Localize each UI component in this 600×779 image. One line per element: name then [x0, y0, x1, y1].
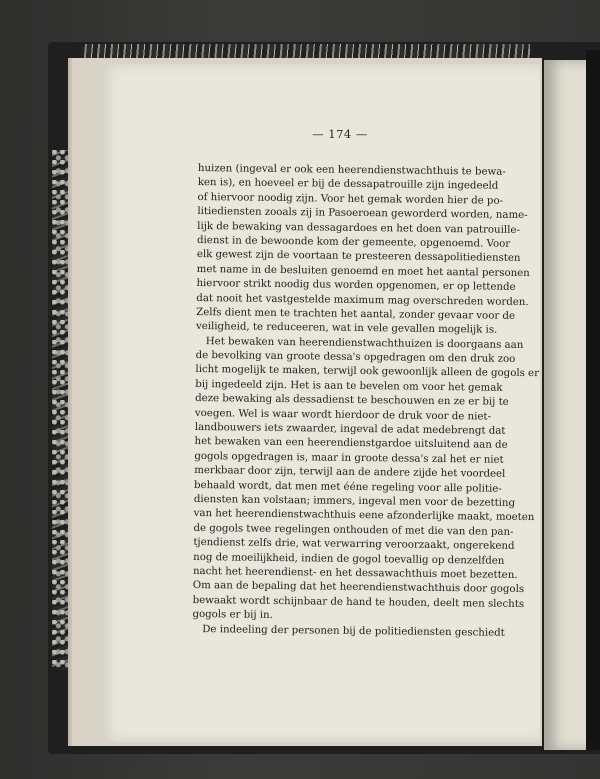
body-text — [192, 162, 540, 640]
text-line: ken is), en hoeveel er bij de dessapatrouille zijn ingedeeld — [197, 177, 499, 193]
text-line: diensten kan volstaan; immers, ingeval men voor de bezetting — [193, 493, 516, 509]
text-line: van het heerendienstwachthuis eene afzonderlijke maakt, moeten — [193, 508, 535, 524]
page-number — [100, 127, 540, 141]
text-line: behaald wordt, dat men met ééne regeling voor alle politie- — [193, 479, 502, 495]
text-line: merkbaar door zijn, terwijl aan de andere zijde het voordeel — [194, 465, 506, 480]
marbled-edge-left — [52, 150, 72, 670]
text-line: Zelfs dient men te trachten het aantal, zonder gevaar voor de — [196, 306, 516, 322]
text-line: of hiervoor noodig zijn. Voor het gemak worden hier de po- — [197, 191, 504, 207]
text-line: huizen (ingeval er ook een heerendienstwachthuis te bewa- — [197, 162, 506, 178]
text-line: veiligheid, te reduceeren, wat in vele gevallen mogelijk is. — [195, 321, 498, 336]
marbled-edge-top — [80, 44, 530, 58]
book-right-edge — [586, 50, 600, 750]
text-line: voegen. Wel is waar wordt hierdoor de druk voor de niet- — [194, 407, 492, 423]
page-number-text: — 174 — — [312, 127, 368, 141]
text-line: landbouwers iets zwaarder, ingeval de adat medebrengt dat — [194, 422, 506, 437]
text-line: gogols er bij in. — [192, 609, 273, 622]
text-line: bewaakt wordt schijnbaar de hand te houden, deelt men slechts — [192, 594, 525, 610]
text-line: hiervoor strikt noodig dus worden opgenomen, er op lettende — [196, 278, 516, 294]
text-line: lijk de bewaking van dessagardoes en het doen van patrouille- — [197, 220, 520, 236]
text-line: deze bewaking als dessadienst te beschouwen en ze er bij te — [195, 393, 509, 409]
text-line: Om aan de bepaling dat het heerendienstwachthuis door gogols — [192, 580, 525, 596]
text-line: dat nooit het vastgestelde maximum mag overschreden worden. — [196, 292, 529, 308]
text-line: De indeeling der personen bij de politiediensten geschiedt — [202, 623, 505, 639]
text-line: de bevolking van groote dessa's opgedragen om den druk zoo — [195, 350, 516, 365]
text-line: nacht het heerendienst- en het dessawachthuis moet bezetten. — [192, 565, 518, 581]
book-page — [100, 64, 540, 742]
text-line: licht mogelijk te maken, terwijl ook gewoonlijk alleen de gogols er — [195, 364, 540, 380]
text-line: elk gewest zijn de voortaan te presteeren dessapolitiediensten — [196, 249, 521, 265]
text-line: litiediensten zooals zij in Pasoeroean geworderd worden, name- — [197, 206, 528, 222]
text-line: bij ingedeeld zijn. Het is aan te bevelen om voor het gemak — [195, 378, 503, 394]
text-line: het bewaken van een heerendienstgardoe uitsluitend aan de — [194, 436, 508, 452]
text-line: tjendienst zelfs drie, wat verwarring veroorzaakt, ongerekend — [193, 537, 515, 553]
text-line: met name in de besluiten genoemd en moet het aantal personen — [196, 263, 530, 279]
text-line: de gogols twee regelingen onthouden of met die van den pan- — [193, 522, 514, 538]
text-line: nog de moeilijkheid, indien de gogol toevallig op denzelfden — [193, 551, 505, 567]
text-line: gogols opgedragen is, maar in groote dessa's zal het er niet — [194, 450, 504, 466]
text-line: Het bewaken van heerendienstwachthuizen is doorgaans aan — [205, 335, 524, 351]
text-line: dienst in de bewoonde kom der gemeente, opgenoemd. Voor — [196, 234, 511, 250]
